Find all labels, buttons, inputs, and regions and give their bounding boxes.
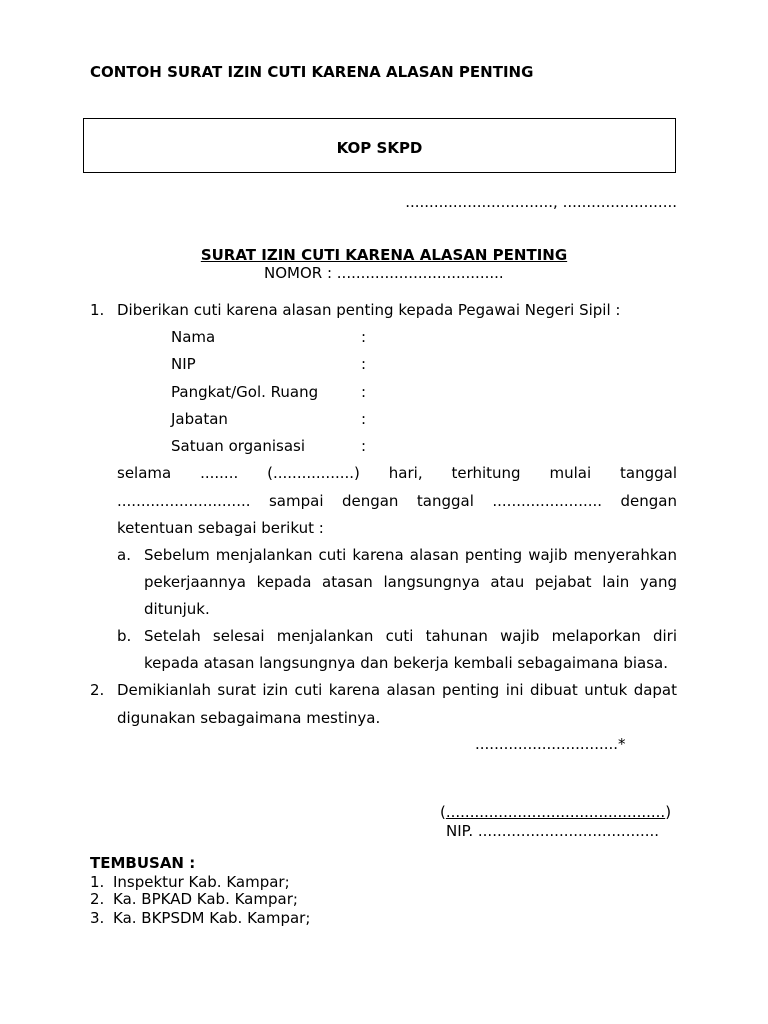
kop-label: KOP SKPD	[336, 139, 423, 157]
field-colon: :	[361, 328, 367, 346]
item-2-number: 2.	[90, 681, 105, 699]
field-colon: :	[361, 410, 367, 428]
field-label-nama: Nama	[171, 328, 216, 346]
field-colon: :	[361, 383, 367, 401]
sub-item-b-line-1: Setelah selesai menjalankan cuti tahunan wajib melaporkan diri	[144, 627, 677, 645]
signer-name: ..............................................	[445, 803, 666, 821]
tembusan-item: Ka. BKPSDM Kab. Kampar;	[113, 909, 311, 927]
item-1-number: 1.	[90, 301, 105, 319]
signer-name-open: (	[440, 803, 446, 821]
sub-item-a-label: a.	[117, 546, 131, 564]
item-2-line-1: Demikianlah surat izin cuti karena alasan penting ini dibuat untuk dapat	[117, 681, 677, 699]
field-label-nip: NIP	[171, 355, 196, 373]
item-2-line-2: digunakan sebagaimana mestinya.	[117, 709, 381, 727]
sub-item-a-line-3: ditunjuk.	[144, 600, 210, 618]
sub-item-b-label: b.	[117, 627, 132, 645]
leave-period-line-2: ............................ sampai dengan tanggal ....................... dengan	[117, 492, 677, 510]
tembusan-item-number: 1.	[90, 873, 105, 891]
field-label-jabatan: Jabatan	[171, 410, 228, 428]
item-1-text: Diberikan cuti karena alasan penting kepada Pegawai Negeri Sipil :	[117, 301, 621, 319]
leave-period-line-1: selama ........ (.................) hari, terhitung mulai tanggal	[117, 464, 677, 482]
sub-item-a-line-1: Sebelum menjalankan cuti karena alasan penting wajib menyerahkan	[144, 546, 677, 564]
letter-number: NOMOR : ...................................	[264, 264, 504, 282]
field-label-satuan: Satuan organisasi	[171, 437, 306, 455]
place-date: ..............................., ........................	[405, 193, 677, 211]
field-label-pangkat: Pangkat/Gol. Ruang	[171, 383, 319, 401]
signer-name-line	[440, 805, 671, 820]
field-colon: :	[361, 355, 367, 373]
signer-position: ..............................*	[475, 735, 626, 753]
sub-item-b-line-2: kepada atasan langsungnya dan bekerja kembali sebagaimana biasa.	[144, 654, 668, 672]
tembusan-item: Inspektur Kab. Kampar;	[113, 873, 290, 891]
leave-period-line-3: ketentuan sebagai berikut :	[117, 519, 324, 537]
tembusan-item-number: 3.	[90, 909, 105, 927]
field-colon: :	[361, 437, 367, 455]
signer-nip: NIP. ......................................	[446, 822, 660, 840]
tembusan-item-number: 2.	[90, 890, 105, 908]
tembusan-item: Ka. BPKAD Kab. Kampar;	[113, 890, 298, 908]
kop-box	[83, 118, 676, 173]
tembusan-heading: TEMBUSAN :	[90, 854, 196, 872]
document-heading: CONTOH SURAT IZIN CUTI KARENA ALASAN PENTING	[90, 63, 534, 81]
sub-item-a-line-2: pekerjaannya kepada atasan langsungnya atau pejabat lain yang	[144, 573, 677, 591]
letter-title: SURAT IZIN CUTI KARENA ALASAN PENTING	[200, 246, 568, 264]
signer-name-close: )	[665, 803, 672, 821]
